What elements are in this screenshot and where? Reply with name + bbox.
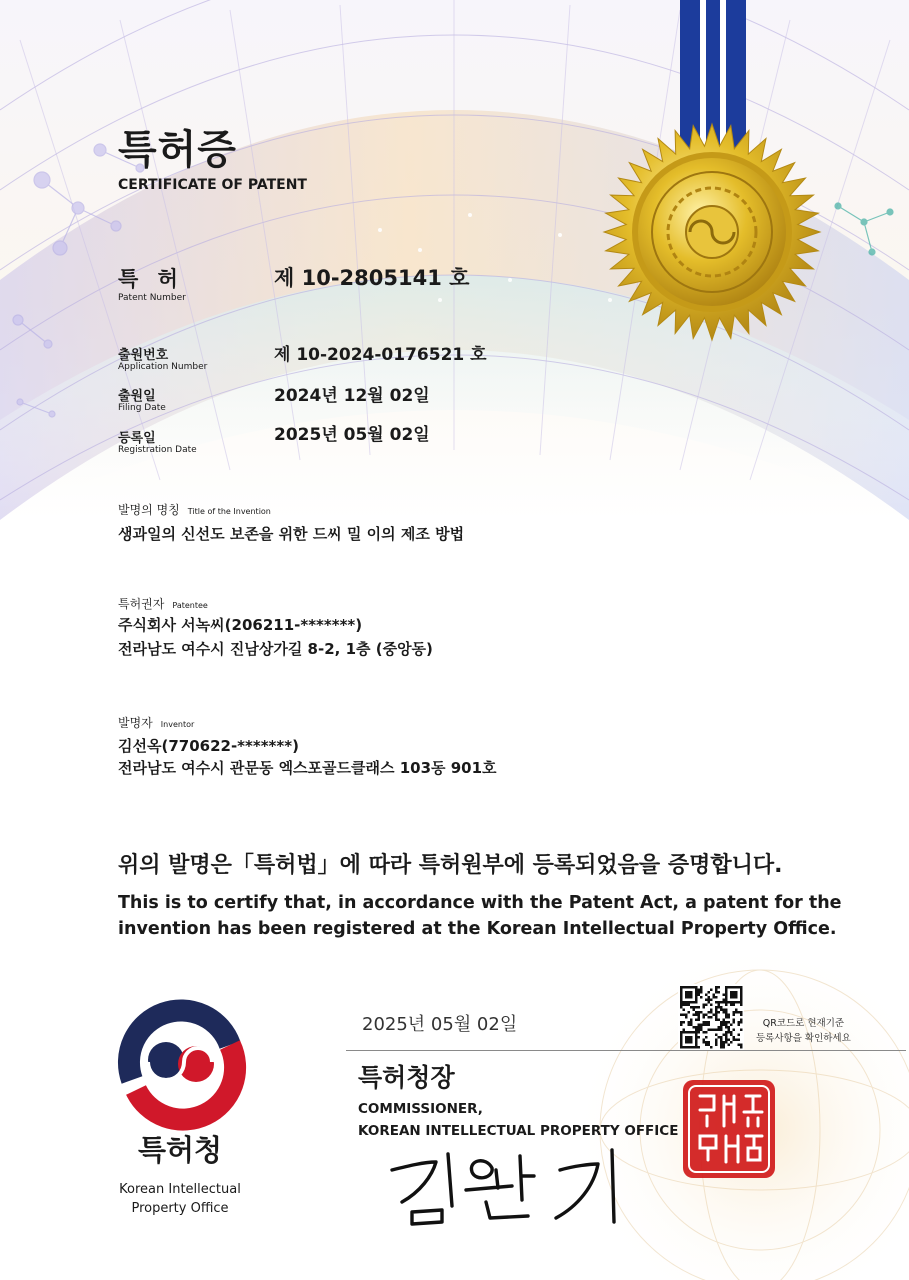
patent-number-value: 제 10-2805141 호 (274, 266, 470, 290)
office-name-en-line-2: Property Office (131, 1201, 229, 1216)
patent-number-label: 특 허 (118, 267, 184, 291)
filing-date-label: 출원일 (118, 389, 156, 404)
invention-title-label-en: Title of the Invention (187, 507, 271, 516)
certificate-title-en: CERTIFICATE OF PATENT (118, 177, 307, 193)
office-name-en-line-1: Korean Intellectual (119, 1182, 241, 1197)
patentee-label (118, 595, 208, 612)
invention-title-label (118, 501, 271, 518)
commissioner-en-line-1: COMMISSIONER, (358, 1101, 483, 1117)
registration-date-label: 등록일 (118, 431, 156, 446)
qr-caption (756, 1016, 851, 1046)
signature-divider (346, 1050, 906, 1051)
application-number-label: 출원번호 (118, 348, 169, 363)
invention-title-value: 생과일의 신선도 보존을 위한 드씨 밀 이의 제조 방법 (118, 525, 465, 543)
filing-date-label-en: Filing Date (118, 403, 166, 413)
kipo-logo-icon (124, 1006, 236, 1120)
application-number-value: 제 10-2024-0176521 호 (274, 345, 487, 365)
certification-statement-ko: 위의 발명은「특허법」에 따라 특허원부에 등록되었음을 증명합니다. (118, 853, 783, 878)
commissioner-title-ko: 특허청장 (358, 1063, 455, 1092)
qr-code-icon[interactable] (678, 984, 744, 1050)
inventor-address: 전라남도 여수시 관문동 엑스포골드클래스 103동 901호 (118, 759, 497, 777)
certification-en-line-1: This is to certify that, in accordance with the Patent Act, a patent for the (118, 893, 842, 913)
official-red-seal-icon (683, 1080, 775, 1178)
commissioner-en-line-2: KOREAN INTELLECTUAL PROPERTY OFFICE (358, 1123, 679, 1139)
certification-en-line-2: invention has been registered at the Korean Intellectual Property Office. (118, 919, 837, 939)
filing-date-value: 2024년 12월 02일 (274, 386, 430, 406)
invention-title-label-ko: 발명의 명칭 (118, 503, 180, 517)
patentee-address: 전라남도 여수시 진남상가길 8-2, 1층 (중앙동) (118, 640, 433, 658)
inventor-name: 김선옥(770622-*******) (118, 737, 299, 755)
patentee-label-en: Patentee (172, 601, 208, 610)
inventor-label-en: Inventor (160, 720, 195, 729)
issue-date: 2025년 05월 02일 (362, 1014, 518, 1035)
registration-date-value: 2025년 05월 02일 (274, 425, 430, 445)
commissioner-title-en (358, 1098, 678, 1142)
certificate-title: 특허증 (118, 127, 237, 173)
patentee-label-ko: 특허권자 (118, 597, 165, 611)
office-name-ko: 특허청 (137, 1133, 223, 1167)
patentee-name: 주식회사 서녹씨(206211-*******) (118, 616, 363, 634)
registration-date-label-en: Registration Date (118, 445, 197, 455)
patent-number-label-en: Patent Number (118, 293, 186, 303)
inventor-label-ko: 발명자 (118, 716, 153, 730)
application-number-label-en: Application Number (118, 362, 208, 372)
qr-caption-line-1: QR코드로 현재기준 (762, 1018, 845, 1029)
qr-caption-line-2: 등록사항을 확인하세요 (756, 1033, 851, 1044)
office-name-en (98, 1180, 262, 1218)
certification-statement-en (118, 890, 842, 942)
inventor-label (118, 714, 194, 731)
